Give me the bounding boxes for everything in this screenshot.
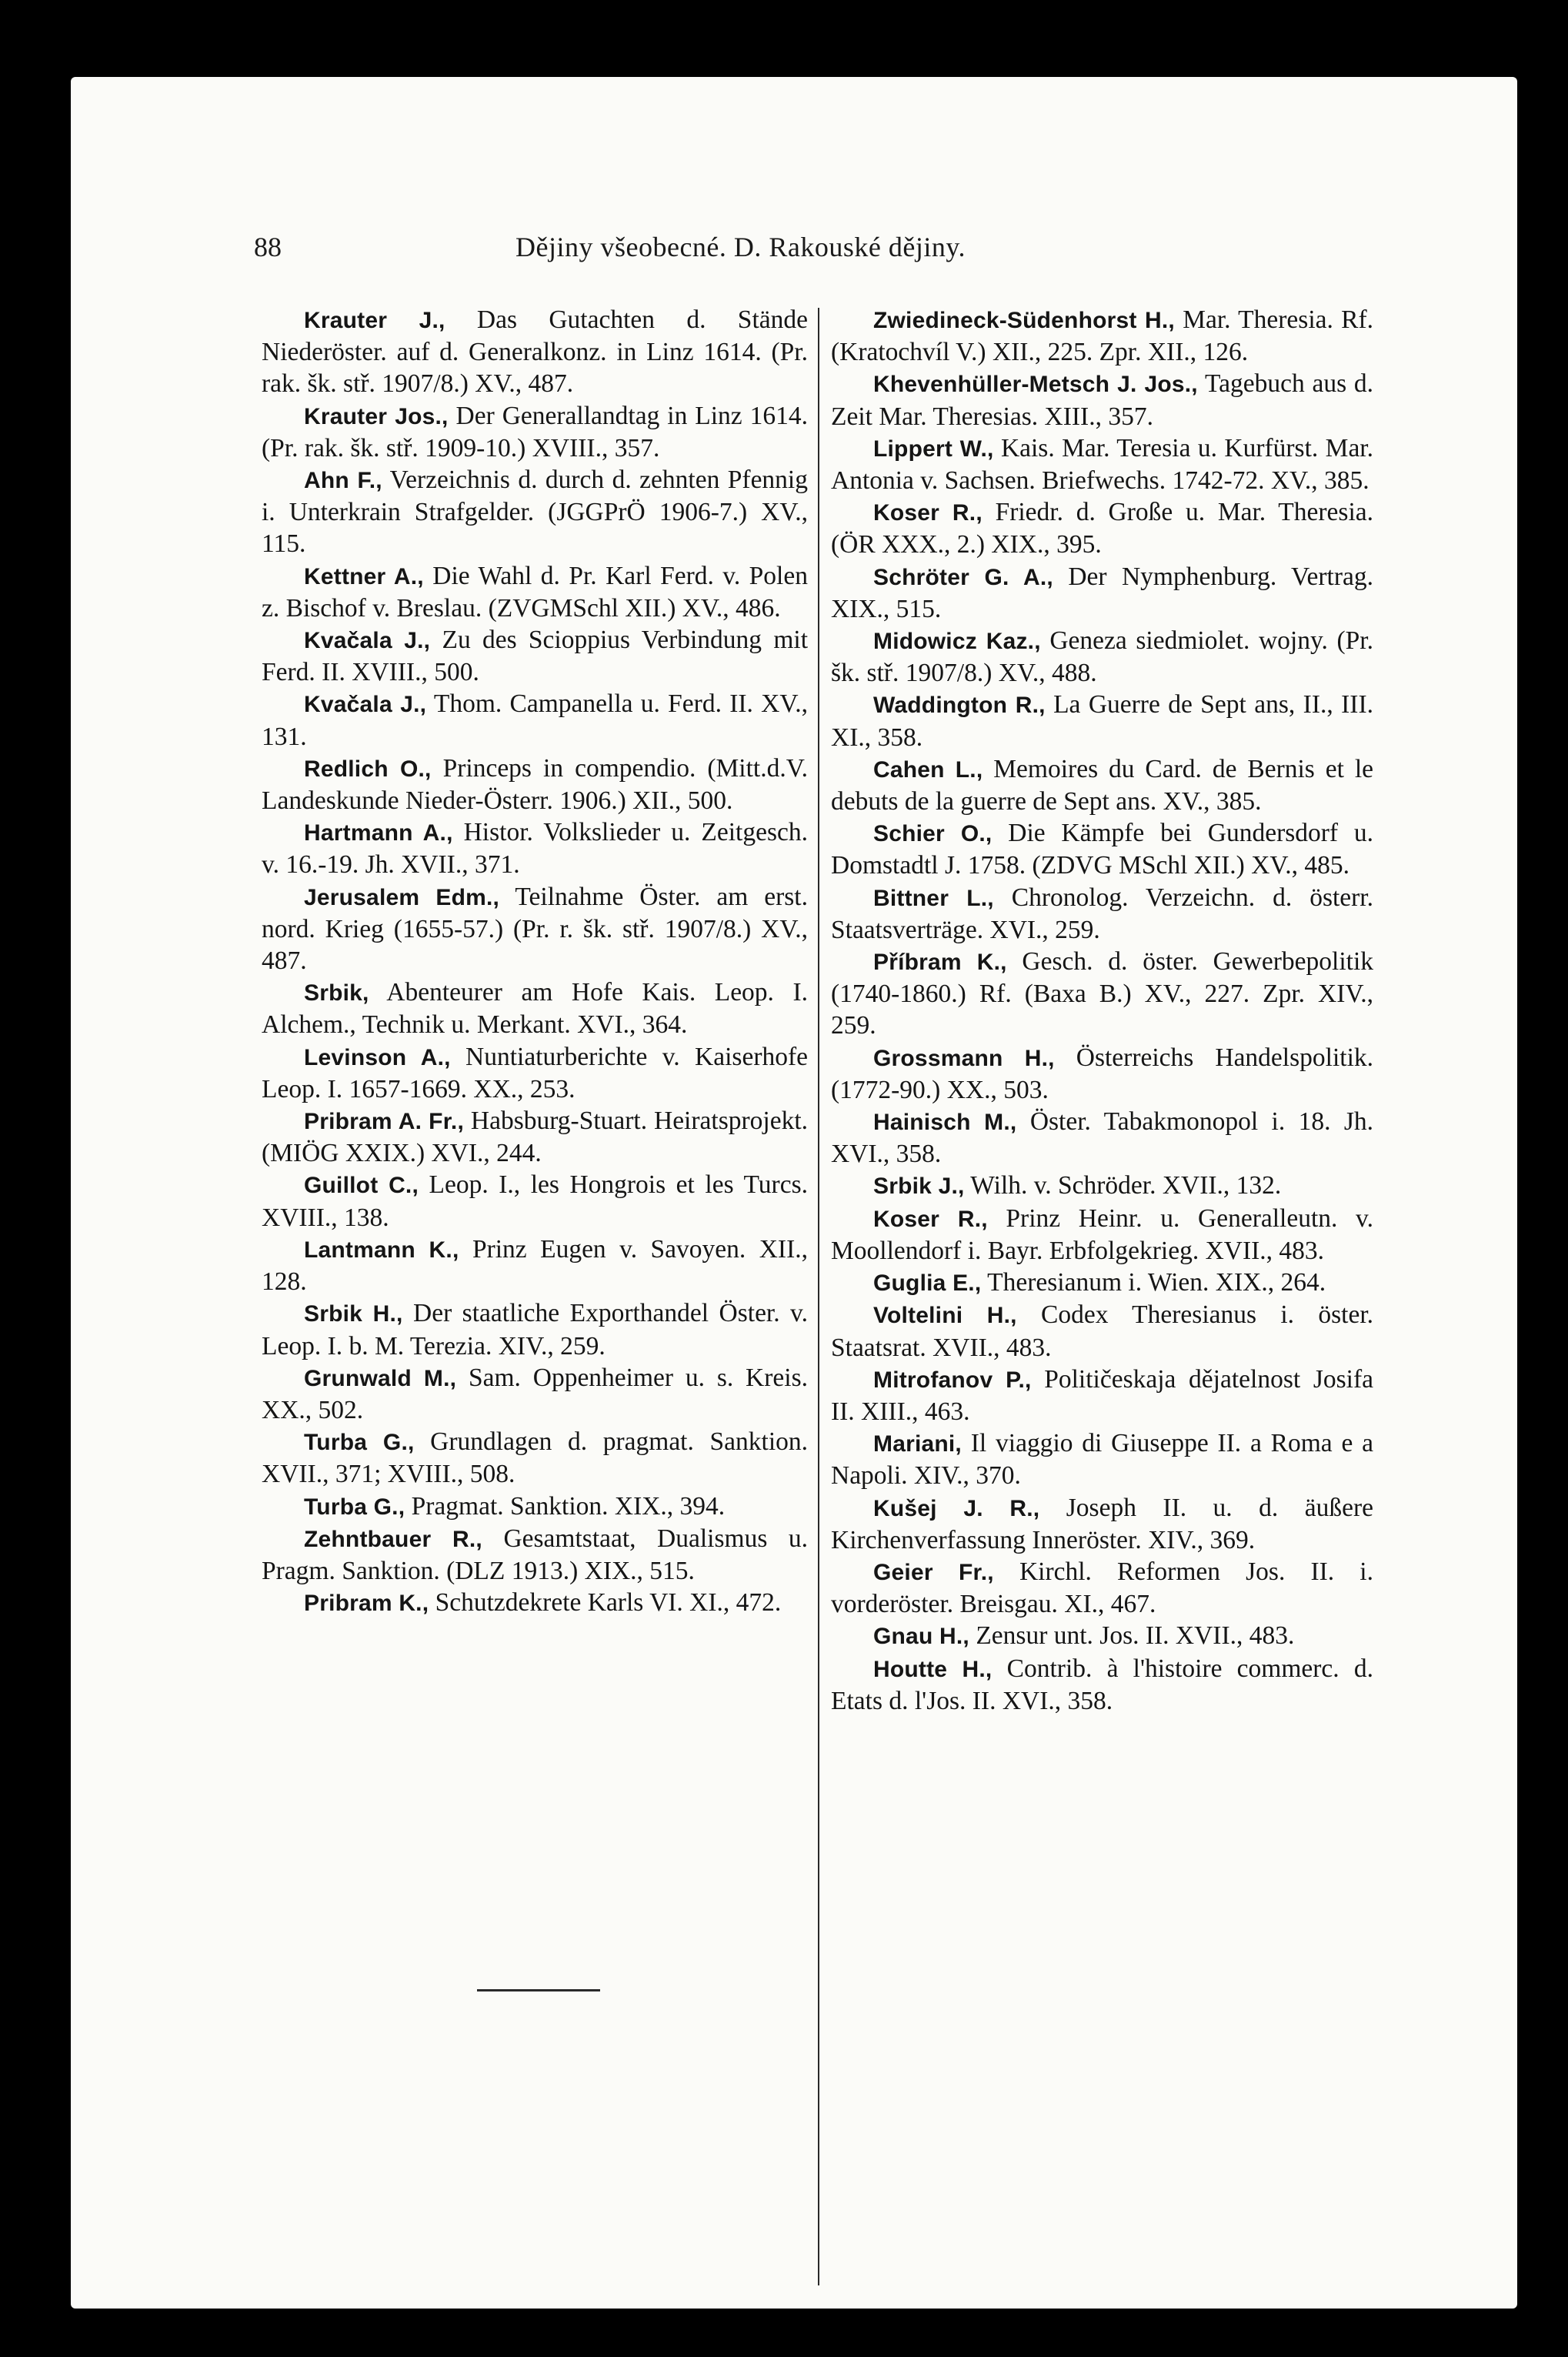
entry-text: Die Wahl d. Pr. Karl Ferd. v. Polen z. Bischof v. Breslau. (ZVGMSchl XII.) XV., 486. [262, 561, 808, 623]
entry-text: Leop. I., les Hongrois et les Turcs. XVIII., 138. [262, 1170, 808, 1232]
bibliography-entry [831, 1620, 1373, 1652]
entry-text: Friedr. d. Große u. Mar. Theresia. (ÖR XXX., 2.) XIX., 395. [831, 498, 1373, 559]
entry-text: Grundlagen d. pragmat. Sanktion. XVII., 371; XVIII., 508. [262, 1427, 808, 1489]
entry-author: Cahen L., [873, 756, 983, 783]
bibliography-entry [262, 304, 808, 400]
entry-text: Političeskaja dějatelnost Josifa II. XIII., 463. [831, 1364, 1373, 1426]
entry-text: Prinz Heinr. u. Generalleutn. v. Moollendorf i. Bayr. Erbfolgekrieg. XVII., 483. [831, 1204, 1373, 1265]
entry-author: Jerusalem Edm., [304, 884, 500, 910]
entry-author: Srbik, [304, 980, 369, 1007]
entry-author: Příbram K., [873, 950, 1007, 976]
entry-text: Geneza siedmiolet. wojny. (Pr. šk. stř. 1907/8.) XV., 488. [831, 626, 1373, 688]
entry-text: Die Kämpfe bei Gundersdorf u. Domstadtl J. 1758. (ZDVG MSchl XII.) XV., 485. [831, 819, 1373, 880]
entry-author: Pribram K., [304, 1591, 429, 1617]
bibliography-entry [262, 1169, 808, 1233]
entry-text: Wilh. v. Schröder. XVII., 132. [964, 1171, 1282, 1200]
section-end-rule [477, 1989, 600, 1991]
entry-text: Verzeichnis d. durch d. zehnten Pfennig i. Unterkrain Strafgelder. (JGGPrÖ 1906-7.) XV., 115. [262, 466, 808, 559]
bibliography-entry [262, 1234, 808, 1297]
entry-text: Thom. Campanella u. Ferd. II. XV., 131. [262, 689, 808, 751]
entry-author: Kvačala J., [304, 692, 427, 718]
entry-author: Mariani, [873, 1431, 962, 1457]
entry-text: Der staatliche Exporthandel Öster. v. Leop. I. b. M. Terezia. XIV., 259. [262, 1299, 809, 1360]
entry-author: Levinson A., [304, 1044, 451, 1070]
entry-text: La Guerre de Sept ans, II., III. XI., 358. [831, 690, 1373, 752]
bibliography-entry [262, 1041, 808, 1105]
bibliography-entry [262, 560, 808, 624]
entry-author: Lippert W., [873, 436, 994, 462]
bibliography-entry [262, 624, 808, 688]
entry-text: Mar. Theresia. Rf. (Kratochvíl V.) XII., 225. Zpr. XII., 126. [831, 305, 1373, 367]
bibliography-entry [262, 1587, 808, 1619]
entry-text: Habsburg-Stuart. Heiratsprojekt. (MIÖG XXIX.) XVI., 244. [262, 1107, 808, 1168]
entry-text: Sam. Oppenheimer u. s. Kreis. XX., 502. [262, 1363, 808, 1424]
entry-author: Srbik J., [873, 1173, 965, 1200]
column-divider [818, 308, 819, 2285]
entry-text: Gesch. d. öster. Gewerbepolitik (1740-1860.) Rf. (Baxa B.) XV., 227. Zpr. XIV., 259. [831, 947, 1373, 1040]
entry-text: Theresianum i. Wien. XIX., 264. [981, 1268, 1326, 1297]
entry-text: Das Gutachten d. Stände Niederöster. auf d. Generalkonz. in Linz 1614. (Pr. rak. šk. stř. 1907/8.) XV., 487. [262, 305, 808, 399]
bibliography-entry [262, 400, 808, 464]
entry-text: Öster. Tabakmonopol i. 18. Jh. XVI., 358. [831, 1107, 1373, 1169]
entry-author: Turba G., [304, 1430, 415, 1456]
entry-author: Geier Fr., [873, 1559, 994, 1585]
bibliography-entry [262, 881, 808, 977]
entry-text: Joseph II. u. d. äußere Kirchenverfassung Inneröster. XIV., 369. [831, 1493, 1373, 1554]
bibliography-entry [831, 1492, 1373, 1556]
entry-author: Krauter Jos., [304, 403, 449, 429]
entry-author: Waddington R., [873, 693, 1046, 719]
entry-text: Nuntiaturberichte v. Kaiserhofe Leop. I. 1657-1669. XX., 253. [262, 1042, 809, 1103]
entry-text: Memoires du Card. de Bernis et le debuts de la guerre de Sept ans. XV., 385. [831, 754, 1373, 816]
entry-author: Schröter G. A., [873, 564, 1053, 590]
entry-author: Zwiedineck-Südenhorst H., [873, 308, 1175, 333]
entry-author: Kettner A., [304, 563, 424, 589]
entry-author: Khevenhüller-Metsch J. Jos., [873, 372, 1198, 398]
entry-text: Chronolog. Verzeichn. d. österr. Staatsverträge. XVI., 259. [831, 883, 1373, 944]
entry-author: Grossmann H., [873, 1045, 1055, 1071]
bibliography-entry [831, 304, 1373, 368]
bibliography-entry [262, 464, 808, 560]
bibliography-entry [262, 753, 808, 816]
entry-text: Teilnahme Öster. am erst. nord. Krieg (1655-57.) (Pr. r. šk. stř. 1907/8.) XV., 487. [262, 882, 808, 976]
bibliography-entry [831, 1427, 1373, 1491]
entry-text: Schutzdekrete Karls VI. XI., 472. [429, 1588, 782, 1618]
entry-text: Pragmat. Sanktion. XIX., 394. [405, 1491, 726, 1521]
entry-text: Der Generallandtag in Linz 1614. (Pr. rak. šk. stř. 1909-10.) XVIII., 357. [262, 401, 808, 462]
entry-text: Abenteurer am Hofe Kais. Leop. I. Alchem., Technik u. Merkant. XVI., 364. [262, 978, 808, 1040]
entry-author: Grunwald M., [304, 1365, 457, 1391]
entry-text: Princeps in compendio. (Mitt.d.V. Landeskunde Nieder-Österr. 1906.) XII., 500. [262, 753, 808, 816]
entry-author: Zehntbauer R., [304, 1526, 482, 1552]
bibliography-entry [831, 946, 1373, 1042]
bibliography-entry [831, 1364, 1373, 1427]
bibliography-entry [831, 1203, 1373, 1267]
left-column [262, 304, 808, 1619]
entry-author: Schier O., [873, 821, 993, 847]
entry-text: Kirchl. Reformen Jos. II. i. vorderöster. Breisgau. XI., 467. [831, 1557, 1373, 1619]
bibliography-entry [831, 817, 1373, 881]
bibliography-entry [831, 1556, 1373, 1620]
bibliography-entry [262, 1105, 808, 1169]
bibliography-entry [831, 496, 1373, 560]
bibliography-entry [262, 1491, 808, 1523]
entry-text: Tagebuch aus d. Zeit Mar. Theresias. XIII., 357. [831, 369, 1374, 431]
bibliography-entry [831, 432, 1373, 496]
right-column [831, 304, 1373, 1717]
entry-author: Mitrofanov P., [873, 1367, 1032, 1393]
entry-text: Il viaggio di Giuseppe II. a Roma e a Napoli. XIV., 370. [831, 1429, 1373, 1491]
entry-text: Österreichs Handelspolitik. (1772-90.) XX., 503. [831, 1043, 1374, 1104]
page-title: Dějiny všeobecné. D. Rakouské dějiny. [515, 232, 966, 262]
entry-text: Codex Theresianus i. öster. Staatsrat. XVII., 483. [831, 1300, 1374, 1362]
entry-author: Srbik H., [304, 1301, 403, 1327]
page-number: 88 [254, 232, 282, 262]
entry-author: Midowicz Kaz., [873, 629, 1041, 655]
entry-text: Prinz Eugen v. Savoyen. XII., 128. [262, 1234, 808, 1297]
entry-author: Guglia E., [873, 1270, 982, 1297]
entry-text: Contrib. à l'histoire commerc. d. Etats d. l'Jos. II. XVI., 358. [831, 1654, 1373, 1715]
entry-text: Zensur unt. Jos. II. XVII., 483. [969, 1621, 1295, 1651]
bibliography-entry [831, 753, 1373, 817]
entry-text: Zu des Scioppius Verbindung mit Ferd. II. XVIII., 500. [262, 626, 808, 687]
running-head [254, 223, 1193, 277]
entry-text: Der Nymphenburg. Vertrag. XIX., 515. [831, 562, 1373, 623]
entry-author: Guillot C., [304, 1173, 419, 1199]
entry-author: Krauter J., [304, 308, 445, 333]
bibliography-entry [831, 1106, 1373, 1170]
bibliography-entry [262, 688, 808, 752]
entry-author: Kvačala J., [304, 628, 431, 654]
entry-author: Gnau H., [873, 1624, 969, 1650]
bibliography-entry [831, 1042, 1373, 1106]
entry-author: Lantmann K., [304, 1237, 459, 1263]
entry-author: Ahn F., [304, 468, 382, 494]
bibliography-entry [831, 1653, 1373, 1717]
entry-author: Houtte H., [873, 1656, 993, 1682]
bibliography-entry [262, 1523, 808, 1587]
bibliography-entry [262, 1362, 808, 1426]
bibliography-entry [831, 625, 1373, 689]
bibliography-entry [831, 1299, 1373, 1363]
bibliography-entry [262, 1297, 808, 1361]
entry-author: Bittner L., [873, 885, 994, 911]
entry-text: Gesamtstaat, Dualismus u. Pragm. Sanktion. (DLZ 1913.) XIX., 515. [262, 1524, 808, 1585]
entry-author: Hartmann A., [304, 820, 453, 846]
bibliography-entry [831, 1170, 1373, 1202]
bibliography-entry [831, 882, 1373, 946]
bibliography-entry [831, 689, 1373, 753]
entry-author: Koser R., [873, 500, 983, 526]
bibliography-entry [831, 368, 1373, 432]
bibliography-entry [262, 977, 808, 1040]
entry-author: Redlich O., [304, 756, 432, 782]
bibliography-entry [831, 561, 1373, 625]
entry-author: Koser R., [873, 1206, 988, 1232]
entry-text: Histor. Volkslieder u. Zeitgesch. v. 16.-19. Jh. XVII., 371. [262, 818, 808, 880]
entry-author: Pribram A. Fr., [304, 1109, 464, 1135]
entry-text: Kais. Mar. Teresia u. Kurfürst. Mar. Antonia v. Sachsen. Briefwechs. 1742-72. XV., 385. [831, 433, 1373, 496]
entry-author: Hainisch M., [873, 1110, 1017, 1136]
entry-author: Kušej J. R., [873, 1495, 1040, 1521]
entry-author: Turba G., [304, 1494, 405, 1520]
bibliography-entry [262, 1426, 808, 1490]
bibliography-entry [831, 1267, 1373, 1299]
entry-author: Voltelini H., [873, 1303, 1017, 1329]
bibliography-entry [262, 816, 808, 880]
